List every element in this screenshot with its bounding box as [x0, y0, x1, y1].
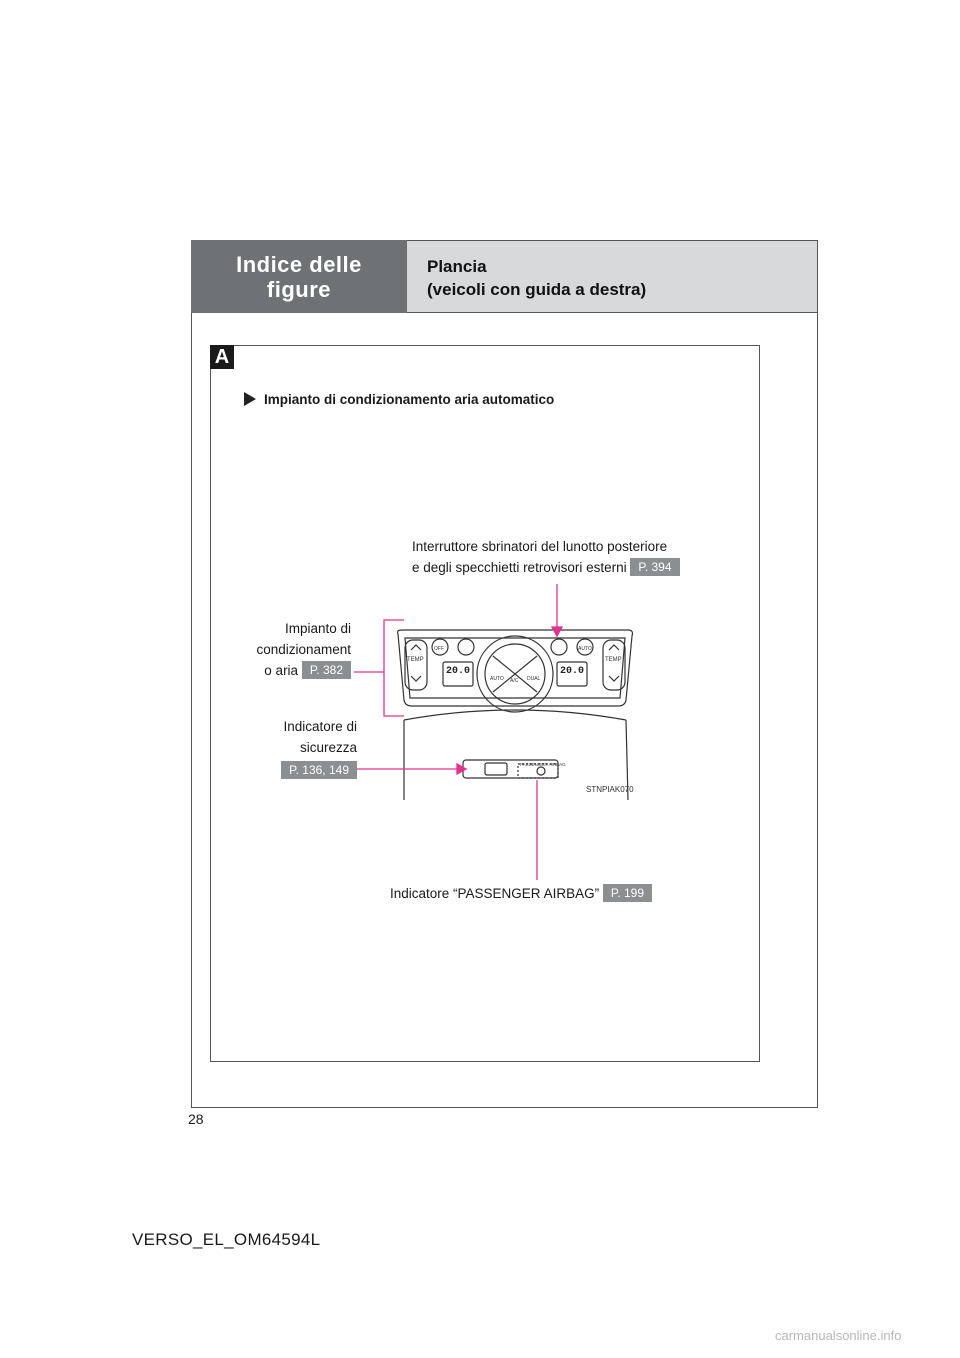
callout-defroster-line2: e degli specchietti retrovisori esterni P. 394 — [412, 557, 680, 578]
page-number: 28 — [188, 1111, 204, 1127]
page-title-line2: (veicoli con guida a destra) — [427, 280, 647, 299]
section-badge: A — [210, 345, 234, 369]
callout-defroster-line1: Interruttore sbrinatori del lunotto posteriore — [412, 539, 668, 554]
temp-label-right: TEMP — [605, 657, 622, 663]
watermark: carmanualsonline.info — [775, 1328, 902, 1343]
leader-defroster-arrow — [552, 627, 562, 636]
security-indicator-lamp — [485, 763, 507, 775]
left-temp-up-icon — [411, 645, 421, 650]
left-temp-down-icon — [411, 676, 421, 681]
panel-outline — [398, 630, 633, 706]
page-ref-ac[interactable]: P. 382 — [302, 661, 351, 679]
page-ref-defroster[interactable]: P. 394 — [630, 558, 679, 576]
callout-ac-line2: condizionament — [256, 642, 351, 657]
callout-security-line1: Indicatore di — [283, 719, 357, 734]
manual-code: VERSO_EL_OM64594L — [132, 1230, 321, 1249]
left-temp-value: 20.0 — [446, 666, 471, 677]
temp-label-left: TEMP — [407, 657, 424, 663]
callout-ac-line1: Impianto di — [284, 621, 351, 636]
front-defrost-button-icon — [458, 639, 474, 655]
right-temp-down-icon — [609, 676, 619, 681]
right-temp-up-icon — [609, 645, 619, 650]
callout-airbag-label: Indicatore “PASSENGER AIRBAG” — [390, 886, 600, 901]
rear-defrost-button-icon — [551, 639, 567, 655]
off-label: OFF — [434, 646, 444, 652]
figure-subtitle-text: Impianto di condizionamento aria automatico — [264, 392, 555, 407]
ac-label: A/C — [510, 678, 519, 684]
page-title-line1: Plancia — [427, 257, 487, 276]
leader-security-arrow — [457, 764, 466, 774]
dual-label: DUAL — [527, 676, 541, 682]
page-ref-airbag[interactable]: P. 199 — [603, 884, 652, 902]
fan-auto-label: AUTO — [578, 646, 592, 652]
right-temp-value: 20.0 — [560, 666, 585, 677]
auto-label: AUTO — [490, 676, 504, 682]
image-code: STNPIAK070 — [586, 785, 634, 794]
callout-security-line2: sicurezza — [299, 740, 357, 755]
airbag-off-lamp — [537, 767, 545, 775]
callout-ac-line3: o aria P. 382 — [230, 660, 351, 681]
airbag-strip-label: PASSENGER AIRBAG — [520, 762, 566, 767]
section-label-text: Indice delle figure — [236, 251, 362, 302]
page-ref-security[interactable]: P. 136, 149 — [281, 761, 357, 779]
